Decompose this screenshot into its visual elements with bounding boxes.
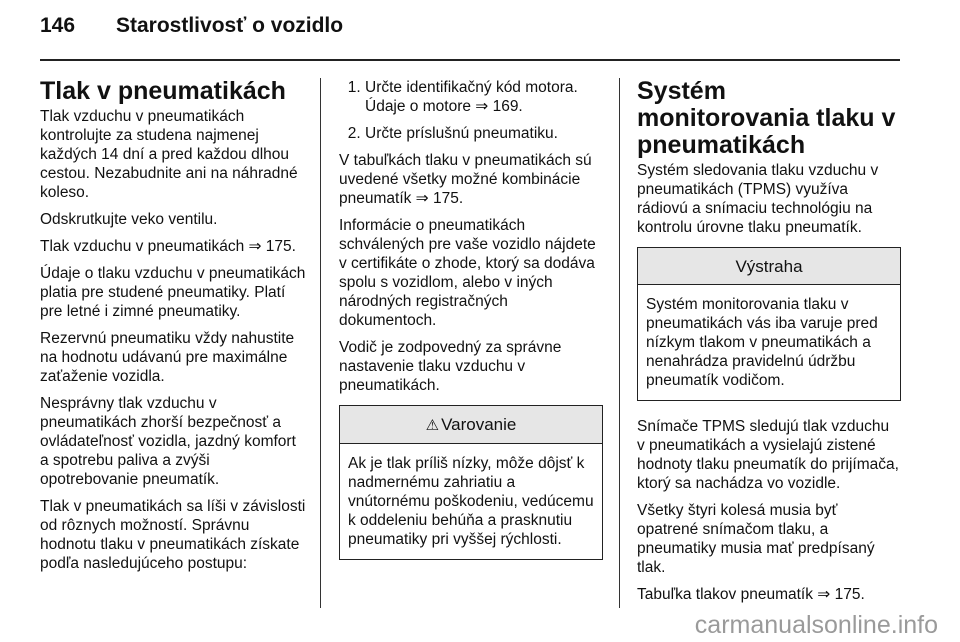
list-item: 2. Určte príslušnú pneumatiku.	[365, 124, 603, 143]
column-divider	[619, 78, 620, 608]
warning-box-title: Varovanie	[441, 415, 517, 434]
caution-box-text: Systém monitorovania tlaku v pneumatikách vás iba varuje pred nízkym tlakom v pneumatikách a nenahrádza pravidelnú údržbu pneumatík vodičom.	[646, 296, 878, 389]
section-heading: Tlak v pneumatikách	[40, 77, 286, 105]
column-divider	[320, 78, 321, 608]
list-item: 1. Určte identifikačný kód motora. Údaje o motore ⇒ 169.	[365, 78, 603, 116]
steps-list	[339, 78, 603, 143]
column-2	[339, 78, 603, 560]
warning-box-header	[340, 406, 602, 444]
paragraph: Odskrutkujte veko ventilu.	[40, 211, 218, 228]
column-1	[40, 78, 306, 581]
section-heading: Systém monitorovania tlaku v pneumatikách	[637, 77, 896, 159]
paragraph: Tlak v pneumatikách sa líši v závislosti od rôznych možností. Správnu hodnotu tlaku v pneumatikách získate podľa nasledujúceho postupu:	[40, 498, 306, 572]
paragraph: Rezervnú pneumatiku vždy nahustite na hodnotu udávanú pre maximálne zaťaženie vozidla.	[40, 330, 295, 385]
warning-box-text: Ak je tlak príliš nízky, môže dôjsť k nadmernému zahriatiu a vnútornému poškodeniu, vedúcemu k oddeleniu behúňa a prasknutiu pneumatiky pri vyššej rýchlosti.	[348, 455, 594, 548]
paragraph: Systém sledovania tlaku vzduchu v pneumatikách (TPMS) využíva rádiovú a snímaciu technológiu na kontrolu úrovne tlaku pneumatík.	[637, 162, 879, 236]
paragraph: Údaje o tlaku vzduchu v pneumatikách platia pre studené pneumatiky. Platí pre letné i zimné pneumatiky.	[40, 265, 306, 320]
chapter-title: Starostlivosť o vozidlo	[116, 14, 344, 37]
paragraph: Nesprávny tlak vzduchu v pneumatikách zhorší bezpečnosť a ovládateľnosť vozidla, jazdný komfort a spotrebu paliva a zvýši opotrebovanie pneumatík.	[40, 395, 296, 488]
warning-triangle-icon: ⚠	[425, 417, 440, 434]
page-header	[40, 14, 343, 38]
paragraph: Informácie o pneumatikách schválených pre vaše vozidlo nájdete v certifikáte o zhode, ktorý sa dodáva spolu s vozidlom, alebo v iných národných registračných dokumentoch.	[339, 217, 596, 329]
caution-box-title: Výstraha	[638, 248, 900, 285]
paragraph: Vodič je zodpovedný za správne nastavenie tlaku vzduchu v pneumatikách.	[339, 339, 562, 394]
paragraph: Snímače TPMS sledujú tlak vzduchu v pneumatikách a vysielajú zistené hodnoty tlaku pneumatík do prijímača, ktorý sa nachádza vo vozidle.	[637, 418, 899, 492]
watermark: carmanualsonline.info	[694, 611, 938, 639]
page-number: 146	[40, 14, 76, 37]
paragraph: Tlak vzduchu v pneumatikách kontrolujte za studena najmenej každých 14 dní a pred každou dlhou cestou. Nezabudnite ani na náhradné koleso.	[40, 108, 298, 201]
paragraph: Všetky štyri kolesá musia byť opatrené snímačom tlaku, a pneumatiky musia mať predpísaný tlak.	[637, 502, 875, 576]
paragraph: Tabuľka tlakov pneumatík ⇒ 175.	[637, 586, 865, 603]
paragraph: Tlak vzduchu v pneumatikách ⇒ 175.	[40, 238, 296, 255]
column-3	[637, 78, 901, 612]
header-rule	[40, 59, 900, 61]
caution-box	[637, 247, 901, 401]
paragraph: V tabuľkách tlaku v pneumatikách sú uvedené všetky možné kombinácie pneumatík ⇒ 175.	[339, 152, 592, 207]
warning-box	[339, 405, 603, 560]
